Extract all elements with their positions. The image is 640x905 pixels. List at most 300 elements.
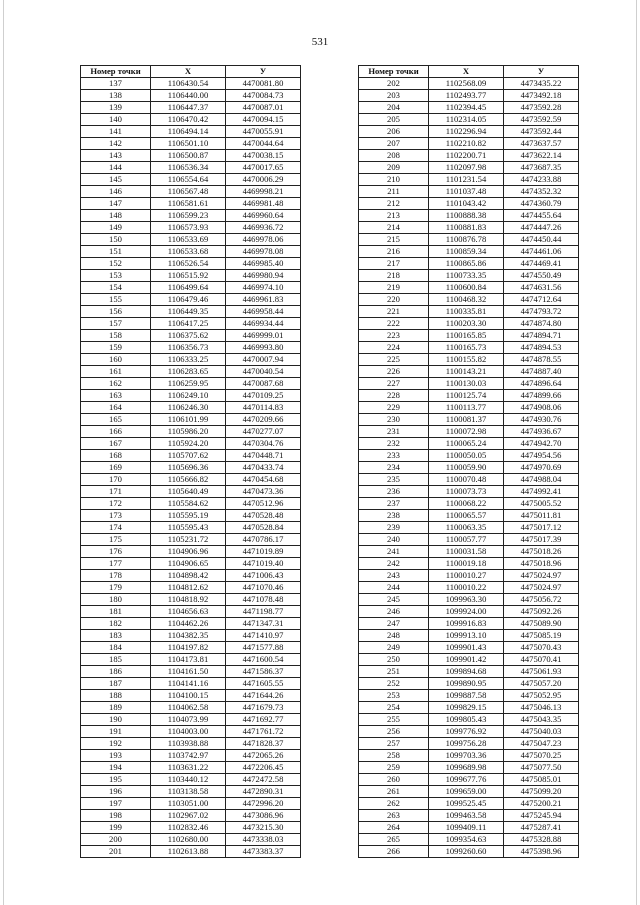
point-number-cell: 168 [81, 450, 151, 462]
x-coordinate-cell: 1106356.73 [151, 342, 226, 354]
table-row [81, 318, 301, 330]
y-coordinate-cell: 4474469.41 [504, 258, 579, 270]
table-row [359, 354, 579, 366]
x-coordinate-cell: 1106500.87 [151, 150, 226, 162]
point-number-cell: 155 [81, 294, 151, 306]
point-number-cell: 183 [81, 630, 151, 642]
x-coordinate-cell: 1104906.65 [151, 558, 226, 570]
point-number-cell: 259 [359, 762, 429, 774]
table-header-row [359, 66, 579, 78]
y-coordinate-cell: 4470087.68 [226, 378, 301, 390]
point-number-cell: 189 [81, 702, 151, 714]
point-number-cell: 257 [359, 738, 429, 750]
x-coordinate-cell: 1099805.43 [429, 714, 504, 726]
point-number-cell: 221 [359, 306, 429, 318]
table-row [359, 234, 579, 246]
x-coordinate-cell: 1104906.96 [151, 546, 226, 558]
table-row [359, 318, 579, 330]
point-number-cell: 220 [359, 294, 429, 306]
y-coordinate-cell: 4472472.58 [226, 774, 301, 786]
table-row [359, 150, 579, 162]
point-number-cell: 166 [81, 426, 151, 438]
y-coordinate-cell: 4474461.06 [504, 246, 579, 258]
table-row [81, 354, 301, 366]
x-coordinate-cell: 1105986.20 [151, 426, 226, 438]
y-coordinate-cell: 4469978.08 [226, 246, 301, 258]
table-header-row [81, 66, 301, 78]
point-number-cell: 196 [81, 786, 151, 798]
point-number-cell: 204 [359, 102, 429, 114]
y-coordinate-cell: 4471019.40 [226, 558, 301, 570]
point-number-cell: 227 [359, 378, 429, 390]
y-coordinate-cell: 4471006.43 [226, 570, 301, 582]
table-row [359, 810, 579, 822]
y-coordinate-cell: 4473215.30 [226, 822, 301, 834]
x-coordinate-cell: 1100165.73 [429, 342, 504, 354]
x-coordinate-cell: 1106449.35 [151, 306, 226, 318]
table-row [81, 78, 301, 90]
table-row [81, 666, 301, 678]
point-number-cell: 205 [359, 114, 429, 126]
table-row [359, 534, 579, 546]
y-coordinate-cell: 4470528.84 [226, 522, 301, 534]
x-coordinate-cell: 1099916.83 [429, 618, 504, 630]
x-coordinate-cell: 1106499.64 [151, 282, 226, 294]
table-row [81, 414, 301, 426]
point-number-cell: 249 [359, 642, 429, 654]
y-coordinate-cell: 4474360.79 [504, 198, 579, 210]
point-number-cell: 234 [359, 462, 429, 474]
y-coordinate-cell: 4474450.44 [504, 234, 579, 246]
table-row [81, 534, 301, 546]
table-row [81, 558, 301, 570]
x-coordinate-cell: 1099677.76 [429, 774, 504, 786]
y-coordinate-cell: 4470109.25 [226, 390, 301, 402]
x-coordinate-cell: 1102394.45 [429, 102, 504, 114]
point-number-cell: 160 [81, 354, 151, 366]
x-coordinate-cell: 1104812.62 [151, 582, 226, 594]
table-row [81, 546, 301, 558]
point-number-cell: 216 [359, 246, 429, 258]
point-number-cell: 178 [81, 570, 151, 582]
point-number-cell: 198 [81, 810, 151, 822]
y-coordinate-cell: 4473592.44 [504, 126, 579, 138]
y-coordinate-cell: 4474894.53 [504, 342, 579, 354]
point-number-cell: 165 [81, 414, 151, 426]
x-coordinate-cell: 1099260.60 [429, 846, 504, 858]
point-number-cell: 207 [359, 138, 429, 150]
point-number-cell: 253 [359, 690, 429, 702]
table-row [359, 258, 579, 270]
table-row [81, 690, 301, 702]
y-coordinate-cell: 4473592.59 [504, 114, 579, 126]
y-coordinate-cell: 4470038.15 [226, 150, 301, 162]
x-coordinate-cell: 1099525.45 [429, 798, 504, 810]
x-coordinate-cell: 1106470.42 [151, 114, 226, 126]
x-coordinate-cell: 1100070.48 [429, 474, 504, 486]
y-coordinate-cell: 4469934.44 [226, 318, 301, 330]
table-row [81, 210, 301, 222]
table-row [359, 762, 579, 774]
x-coordinate-cell: 1100130.03 [429, 378, 504, 390]
x-coordinate-cell: 1100881.83 [429, 222, 504, 234]
point-number-cell: 184 [81, 642, 151, 654]
table-row [359, 162, 579, 174]
x-coordinate-cell: 1104382.35 [151, 630, 226, 642]
y-coordinate-cell: 4472206.45 [226, 762, 301, 774]
point-number-cell: 237 [359, 498, 429, 510]
table-row [81, 258, 301, 270]
y-coordinate-cell: 4470433.74 [226, 462, 301, 474]
y-coordinate-cell: 4471692.77 [226, 714, 301, 726]
point-number-cell: 265 [359, 834, 429, 846]
y-coordinate-cell: 4475061.93 [504, 666, 579, 678]
x-coordinate-cell: 1099890.95 [429, 678, 504, 690]
y-coordinate-cell: 4474942.70 [504, 438, 579, 450]
x-coordinate-cell: 1099894.68 [429, 666, 504, 678]
table-row [81, 786, 301, 798]
x-coordinate-cell: 1105640.49 [151, 486, 226, 498]
point-number-cell: 144 [81, 162, 151, 174]
point-number-cell: 149 [81, 222, 151, 234]
x-coordinate-cell: 1103742.97 [151, 750, 226, 762]
table-row [81, 606, 301, 618]
y-coordinate-cell: 4470017.65 [226, 162, 301, 174]
x-coordinate-cell: 1100143.21 [429, 366, 504, 378]
y-coordinate-cell: 4471577.88 [226, 642, 301, 654]
x-coordinate-cell: 1100031.58 [429, 546, 504, 558]
x-coordinate-cell: 1106283.65 [151, 366, 226, 378]
point-number-cell: 137 [81, 78, 151, 90]
point-number-cell: 167 [81, 438, 151, 450]
header-x: X [429, 66, 504, 78]
point-number-cell: 252 [359, 678, 429, 690]
point-number-cell: 153 [81, 270, 151, 282]
table-row [359, 174, 579, 186]
table-row [359, 126, 579, 138]
point-number-cell: 210 [359, 174, 429, 186]
table-row [81, 714, 301, 726]
header-point-number: Номер точки [81, 66, 151, 78]
point-number-cell: 264 [359, 822, 429, 834]
x-coordinate-cell: 1104073.99 [151, 714, 226, 726]
y-coordinate-cell: 4469981.48 [226, 198, 301, 210]
table-row [81, 798, 301, 810]
table-row [359, 102, 579, 114]
point-number-cell: 138 [81, 90, 151, 102]
point-number-cell: 145 [81, 174, 151, 186]
table-row [81, 390, 301, 402]
x-coordinate-cell: 1099901.43 [429, 642, 504, 654]
table-row [359, 630, 579, 642]
table-row [81, 738, 301, 750]
x-coordinate-cell: 1102210.82 [429, 138, 504, 150]
table-row [359, 306, 579, 318]
table-row [359, 690, 579, 702]
x-coordinate-cell: 1106567.48 [151, 186, 226, 198]
y-coordinate-cell: 4475046.13 [504, 702, 579, 714]
y-coordinate-cell: 4474894.71 [504, 330, 579, 342]
x-coordinate-cell: 1100057.77 [429, 534, 504, 546]
table-row [81, 678, 301, 690]
table-row [81, 270, 301, 282]
x-coordinate-cell: 1102296.94 [429, 126, 504, 138]
x-coordinate-cell: 1102967.02 [151, 810, 226, 822]
y-coordinate-cell: 4474447.26 [504, 222, 579, 234]
table-row [359, 294, 579, 306]
y-coordinate-cell: 4469960.64 [226, 210, 301, 222]
y-coordinate-cell: 4470007.94 [226, 354, 301, 366]
table-row [359, 114, 579, 126]
header-point-number: Номер точки [359, 66, 429, 78]
x-coordinate-cell: 1099963.30 [429, 594, 504, 606]
table-row [81, 306, 301, 318]
point-number-cell: 162 [81, 378, 151, 390]
table-row [81, 426, 301, 438]
x-coordinate-cell: 1100165.85 [429, 330, 504, 342]
y-coordinate-cell: 4475070.25 [504, 750, 579, 762]
table-row [81, 402, 301, 414]
x-coordinate-cell: 1100019.18 [429, 558, 504, 570]
y-coordinate-cell: 4475018.96 [504, 558, 579, 570]
point-number-cell: 226 [359, 366, 429, 378]
coordinates-table-right [358, 65, 579, 858]
point-number-cell: 180 [81, 594, 151, 606]
x-coordinate-cell: 1105707.62 [151, 450, 226, 462]
table-row [359, 726, 579, 738]
point-number-cell: 215 [359, 234, 429, 246]
y-coordinate-cell: 4475052.95 [504, 690, 579, 702]
point-number-cell: 156 [81, 306, 151, 318]
table-row [359, 378, 579, 390]
y-coordinate-cell: 4470512.96 [226, 498, 301, 510]
y-coordinate-cell: 4470087.01 [226, 102, 301, 114]
y-coordinate-cell: 4474896.64 [504, 378, 579, 390]
y-coordinate-cell: 4475047.23 [504, 738, 579, 750]
point-number-cell: 229 [359, 402, 429, 414]
y-coordinate-cell: 4472996.20 [226, 798, 301, 810]
x-coordinate-cell: 1100072.98 [429, 426, 504, 438]
point-number-cell: 140 [81, 114, 151, 126]
point-number-cell: 170 [81, 474, 151, 486]
x-coordinate-cell: 1105696.36 [151, 462, 226, 474]
point-number-cell: 195 [81, 774, 151, 786]
y-coordinate-cell: 4475024.97 [504, 582, 579, 594]
x-coordinate-cell: 1103440.12 [151, 774, 226, 786]
x-coordinate-cell: 1105924.20 [151, 438, 226, 450]
point-number-cell: 179 [81, 582, 151, 594]
x-coordinate-cell: 1101231.54 [429, 174, 504, 186]
y-coordinate-cell: 4475011.81 [504, 510, 579, 522]
y-coordinate-cell: 4470040.54 [226, 366, 301, 378]
point-number-cell: 256 [359, 726, 429, 738]
x-coordinate-cell: 1102097.98 [429, 162, 504, 174]
x-coordinate-cell: 1104197.82 [151, 642, 226, 654]
table-row [359, 270, 579, 282]
table-row [359, 522, 579, 534]
page-number: 531 [311, 36, 329, 48]
point-number-cell: 201 [81, 846, 151, 858]
y-coordinate-cell: 4475040.03 [504, 726, 579, 738]
point-number-cell: 242 [359, 558, 429, 570]
x-coordinate-cell: 1104818.92 [151, 594, 226, 606]
y-coordinate-cell: 4470006.29 [226, 174, 301, 186]
y-coordinate-cell: 4469936.72 [226, 222, 301, 234]
point-number-cell: 211 [359, 186, 429, 198]
point-number-cell: 262 [359, 798, 429, 810]
y-coordinate-cell: 4471078.48 [226, 594, 301, 606]
x-coordinate-cell: 1099659.00 [429, 786, 504, 798]
x-coordinate-cell: 1100065.57 [429, 510, 504, 522]
x-coordinate-cell: 1102568.09 [429, 78, 504, 90]
y-coordinate-cell: 4475017.39 [504, 534, 579, 546]
x-coordinate-cell: 1100888.38 [429, 210, 504, 222]
x-coordinate-cell: 1099756.28 [429, 738, 504, 750]
point-number-cell: 202 [359, 78, 429, 90]
y-coordinate-cell: 4474550.49 [504, 270, 579, 282]
table-row [81, 186, 301, 198]
y-coordinate-cell: 4474954.56 [504, 450, 579, 462]
y-coordinate-cell: 4471828.37 [226, 738, 301, 750]
table-row [359, 702, 579, 714]
y-coordinate-cell: 4471198.77 [226, 606, 301, 618]
y-coordinate-cell: 4469958.44 [226, 306, 301, 318]
point-number-cell: 247 [359, 618, 429, 630]
x-coordinate-cell: 1102493.77 [429, 90, 504, 102]
y-coordinate-cell: 4470084.73 [226, 90, 301, 102]
y-coordinate-cell: 4470044.64 [226, 138, 301, 150]
point-number-cell: 250 [359, 654, 429, 666]
point-number-cell: 164 [81, 402, 151, 414]
table-row [81, 474, 301, 486]
y-coordinate-cell: 4473622.14 [504, 150, 579, 162]
y-coordinate-cell: 4475287.41 [504, 822, 579, 834]
x-coordinate-cell: 1099703.36 [429, 750, 504, 762]
point-number-cell: 174 [81, 522, 151, 534]
table-row [359, 186, 579, 198]
point-number-cell: 193 [81, 750, 151, 762]
point-number-cell: 150 [81, 234, 151, 246]
table-row [359, 498, 579, 510]
x-coordinate-cell: 1100203.30 [429, 318, 504, 330]
table-row [359, 246, 579, 258]
y-coordinate-cell: 4474899.66 [504, 390, 579, 402]
y-coordinate-cell: 4470209.66 [226, 414, 301, 426]
y-coordinate-cell: 4471605.55 [226, 678, 301, 690]
x-coordinate-cell: 1099924.00 [429, 606, 504, 618]
table-row [359, 78, 579, 90]
x-coordinate-cell: 1106375.62 [151, 330, 226, 342]
point-number-cell: 147 [81, 198, 151, 210]
table-row [359, 138, 579, 150]
table-row [81, 582, 301, 594]
y-coordinate-cell: 4474936.67 [504, 426, 579, 438]
x-coordinate-cell: 1100068.22 [429, 498, 504, 510]
x-coordinate-cell: 1102832.46 [151, 822, 226, 834]
point-number-cell: 219 [359, 282, 429, 294]
point-number-cell: 139 [81, 102, 151, 114]
table-row [81, 618, 301, 630]
table-row [81, 462, 301, 474]
x-coordinate-cell: 1106581.61 [151, 198, 226, 210]
table-row [359, 666, 579, 678]
x-coordinate-cell: 1099463.58 [429, 810, 504, 822]
x-coordinate-cell: 1099887.58 [429, 690, 504, 702]
y-coordinate-cell: 4473637.57 [504, 138, 579, 150]
x-coordinate-cell: 1106494.14 [151, 126, 226, 138]
x-coordinate-cell: 1101037.48 [429, 186, 504, 198]
x-coordinate-cell: 1106479.46 [151, 294, 226, 306]
point-number-cell: 191 [81, 726, 151, 738]
point-number-cell: 233 [359, 450, 429, 462]
y-coordinate-cell: 4474930.76 [504, 414, 579, 426]
table-row [81, 150, 301, 162]
table-row [359, 642, 579, 654]
table-row [81, 366, 301, 378]
point-number-cell: 223 [359, 330, 429, 342]
x-coordinate-cell: 1100876.78 [429, 234, 504, 246]
x-coordinate-cell: 1106599.23 [151, 210, 226, 222]
y-coordinate-cell: 4474352.32 [504, 186, 579, 198]
x-coordinate-cell: 1106573.93 [151, 222, 226, 234]
y-coordinate-cell: 4469993.80 [226, 342, 301, 354]
table-row [359, 774, 579, 786]
y-coordinate-cell: 4473435.22 [504, 78, 579, 90]
x-coordinate-cell: 1099901.42 [429, 654, 504, 666]
y-coordinate-cell: 4474455.64 [504, 210, 579, 222]
point-number-cell: 148 [81, 210, 151, 222]
x-coordinate-cell: 1100125.74 [429, 390, 504, 402]
x-coordinate-cell: 1106533.69 [151, 234, 226, 246]
x-coordinate-cell: 1099913.10 [429, 630, 504, 642]
x-coordinate-cell: 1106501.10 [151, 138, 226, 150]
y-coordinate-cell: 4475024.97 [504, 570, 579, 582]
x-coordinate-cell: 1100155.82 [429, 354, 504, 366]
point-number-cell: 214 [359, 222, 429, 234]
point-number-cell: 209 [359, 162, 429, 174]
table-row [359, 210, 579, 222]
x-coordinate-cell: 1104003.00 [151, 726, 226, 738]
point-number-cell: 172 [81, 498, 151, 510]
y-coordinate-cell: 4475057.20 [504, 678, 579, 690]
y-coordinate-cell: 4470114.83 [226, 402, 301, 414]
y-coordinate-cell: 4469974.10 [226, 282, 301, 294]
table-row [81, 114, 301, 126]
y-coordinate-cell: 4473592.28 [504, 102, 579, 114]
x-coordinate-cell: 1099776.92 [429, 726, 504, 738]
table-row [359, 750, 579, 762]
y-coordinate-cell: 4469980.94 [226, 270, 301, 282]
x-coordinate-cell: 1100335.81 [429, 306, 504, 318]
x-coordinate-cell: 1103051.00 [151, 798, 226, 810]
table-row [81, 342, 301, 354]
point-number-cell: 185 [81, 654, 151, 666]
point-number-cell: 260 [359, 774, 429, 786]
point-number-cell: 222 [359, 318, 429, 330]
y-coordinate-cell: 4470094.15 [226, 114, 301, 126]
y-coordinate-cell: 4471019.89 [226, 546, 301, 558]
point-number-cell: 244 [359, 582, 429, 594]
page-edge-left [3, 0, 4, 905]
point-number-cell: 228 [359, 390, 429, 402]
x-coordinate-cell: 1099354.63 [429, 834, 504, 846]
y-coordinate-cell: 4470786.17 [226, 534, 301, 546]
point-number-cell: 173 [81, 510, 151, 522]
y-coordinate-cell: 4471600.54 [226, 654, 301, 666]
x-coordinate-cell: 1103938.88 [151, 738, 226, 750]
y-coordinate-cell: 4471070.46 [226, 582, 301, 594]
point-number-cell: 245 [359, 594, 429, 606]
